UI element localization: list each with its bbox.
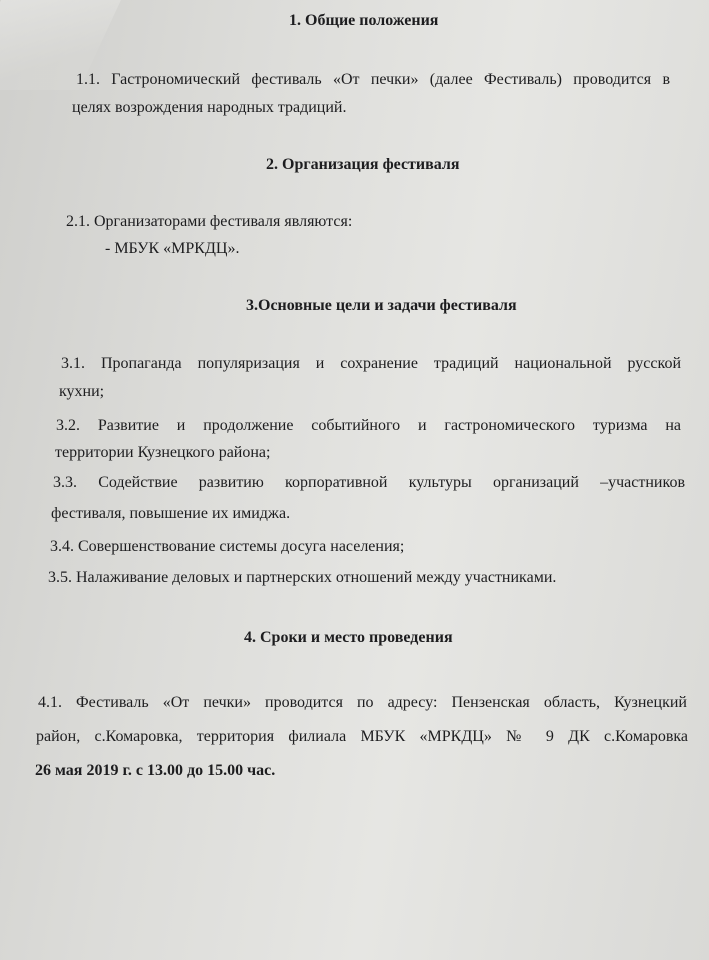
section-3-item-5: 3.5. Налаживание деловых и партнерских отношений между участниками. <box>48 569 557 586</box>
section-3-item-2: 3.2. Развитие и продолжение событийного и гастрономического туризма на <box>56 417 681 434</box>
section-3-item-2-cont: территории Кузнецкого района; <box>55 444 271 461</box>
section-4-heading: 4. Сроки и место проведения <box>244 629 453 646</box>
section-2-item-1: 2.1. Организаторами фестиваля являются: <box>66 213 353 230</box>
section-3-item-1-cont: кухни; <box>59 383 105 400</box>
section-2-item-2: - МБУК «МРКДЦ». <box>105 240 240 257</box>
section-3-item-1: 3.1. Пропаганда популяризация и сохранение традиций национальной русской <box>61 355 681 372</box>
section-4-item-1: 4.1. Фестиваль «От печки» проводится по адресу: Пензенская область, Кузнецкий <box>38 694 687 711</box>
section-3-item-3: 3.3. Содействие развитию корпоративной культуры организаций –участников <box>53 474 685 491</box>
section-3-item-4: 3.4. Совершенствование системы досуга населения; <box>50 538 405 555</box>
section-1-heading: 1. Общие положения <box>289 12 439 29</box>
section-4-event-date: 26 мая 2019 г. с 13.00 до 15.00 час. <box>35 762 276 779</box>
section-4-item-1-cont: район, с.Комаровка, территория филиала МБУК «МРКДЦ» № 9 ДК с.Комаровка <box>36 728 688 745</box>
section-3-item-3-cont: фестиваля, повышение их имиджа. <box>51 505 291 522</box>
section-1-item-1-cont: целях возрождения народных традиций. <box>72 99 347 116</box>
section-1-item-1: 1.1. Гастрономический фестиваль «От печки» (далее Фестиваль) проводится в <box>76 71 670 88</box>
section-2-heading: 2. Организация фестиваля <box>266 156 460 173</box>
section-3-heading: 3.Основные цели и задачи фестиваля <box>246 297 517 314</box>
